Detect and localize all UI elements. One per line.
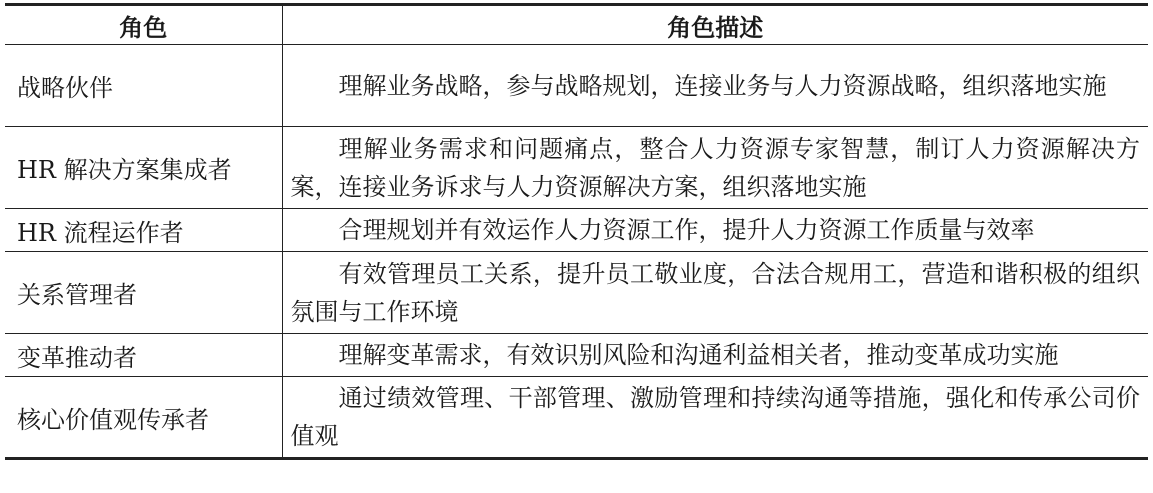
table-row bbox=[5, 252, 1148, 334]
table-row bbox=[5, 334, 1148, 377]
header-row bbox=[5, 5, 1148, 45]
description-cell: 理解业务战略，参与战略规划，连接业务与人力资源战略，组织落地实施 bbox=[282, 45, 1148, 127]
role-cell: 变革推动者 bbox=[5, 334, 282, 377]
header-description: 角色描述 bbox=[282, 5, 1148, 45]
description-cell: 理解业务需求和问题痛点，整合人力资源专家智慧，制订人力资源解决方案，连接业务诉求与人力资源解决方案，组织落地实施 bbox=[282, 127, 1148, 209]
table-body bbox=[5, 45, 1148, 459]
table-row bbox=[5, 377, 1148, 459]
role-cell: 核心价值观传承者 bbox=[5, 377, 282, 459]
header-role: 角色 bbox=[5, 5, 282, 45]
table-row bbox=[5, 127, 1148, 209]
description-cell: 通过绩效管理、干部管理、激励管理和持续沟通等措施，强化和传承公司价值观 bbox=[282, 377, 1148, 459]
description-cell: 理解变革需求，有效识别风险和沟通利益相关者，推动变革成功实施 bbox=[282, 334, 1148, 377]
role-cell: 关系管理者 bbox=[5, 252, 282, 334]
table-row bbox=[5, 209, 1148, 252]
role-cell: HR 流程运作者 bbox=[5, 209, 282, 252]
roles-table bbox=[5, 3, 1148, 460]
role-cell: 战略伙伴 bbox=[5, 45, 282, 127]
table-header bbox=[5, 5, 1148, 45]
role-cell: HR 解决方案集成者 bbox=[5, 127, 282, 209]
description-cell: 合理规划并有效运作人力资源工作，提升人力资源工作质量与效率 bbox=[282, 209, 1148, 252]
table-row bbox=[5, 45, 1148, 127]
description-cell: 有效管理员工关系，提升员工敬业度，合法合规用工，营造和谐积极的组织氛围与工作环境 bbox=[282, 252, 1148, 334]
